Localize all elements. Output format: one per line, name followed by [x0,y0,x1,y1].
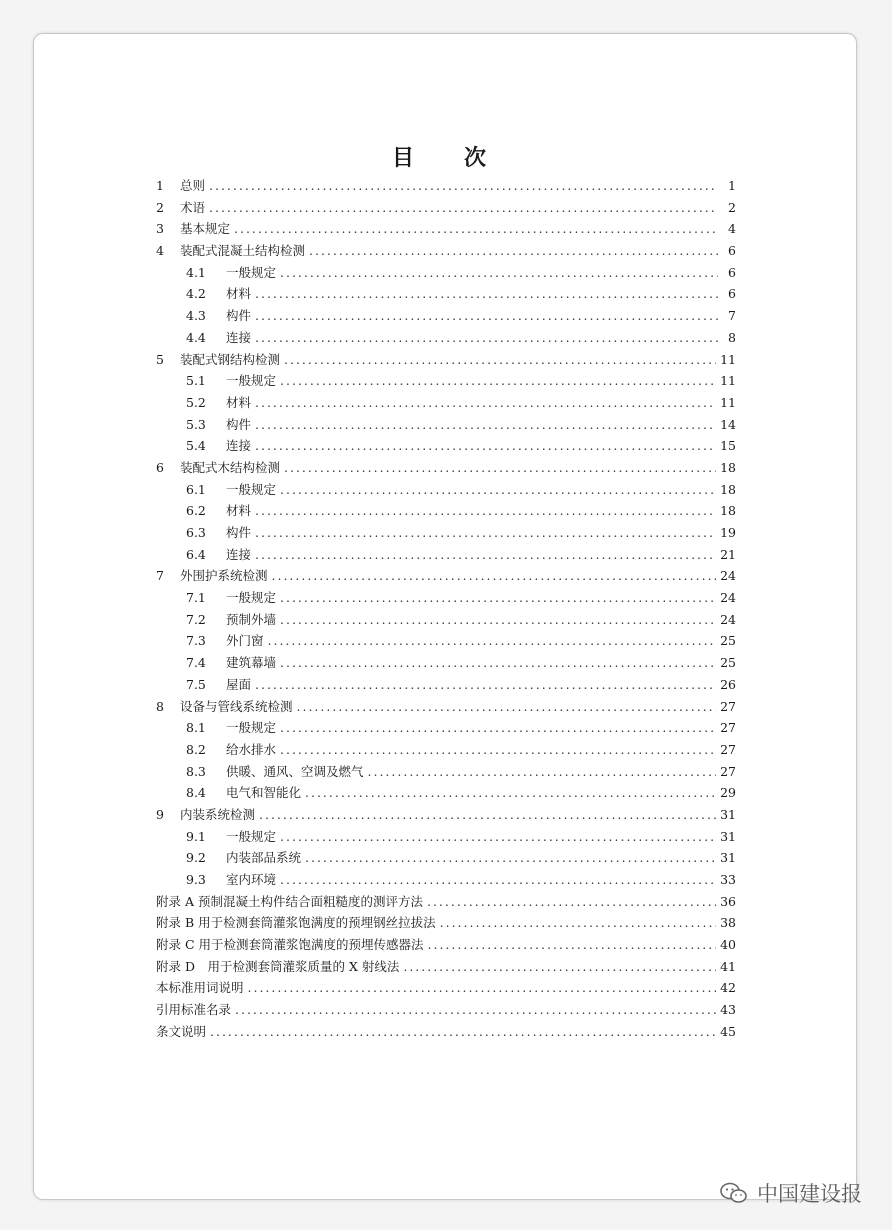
dot-leader [255,392,716,414]
toc-entry[interactable] [156,609,736,631]
dot-leader [280,262,718,284]
toc-entry-label: 外围护系统检测 [180,568,268,584]
toc-entry-label: 一般规定 [226,828,277,844]
toc-entry-number: 9.2 [186,850,206,866]
dot-leader [255,435,716,457]
toc-entry-page: 11 [720,373,736,389]
toc-entry-number: 5 [156,351,164,367]
dot-leader [280,587,716,609]
toc-entry-label: 基本规定 [180,221,231,237]
dot-leader [280,370,716,392]
toc-entry-page: 14 [720,416,736,432]
toc-title: 目 次 [391,145,500,171]
toc-entry-number: 5.2 [186,394,206,410]
dot-leader [280,739,716,761]
toc-entry[interactable] [156,956,736,978]
toc-entry[interactable] [156,370,736,392]
toc-entry-page: 8 [728,329,736,345]
toc-entry-label: 供暖、通风、空调及燃气 [226,763,364,779]
toc-entry[interactable] [156,630,736,652]
toc-entry-label: 材料 [226,286,252,302]
toc-entry-label: 构件 [226,525,252,540]
toc-entry-number: 6.1 [186,481,206,497]
toc-entry-number: 4.1 [186,264,206,280]
toc-entry-page: 27 [720,720,736,736]
dot-leader [280,717,716,739]
toc-entry-page: 38 [720,915,736,931]
toc-entry[interactable] [156,847,736,869]
toc-entry[interactable] [156,1021,736,1043]
toc-entry-page: 11 [720,394,736,410]
toc-entry-number: 7.2 [186,611,206,627]
dot-leader [255,283,718,305]
toc-entry-number: 8 [156,698,164,714]
toc-entry[interactable] [156,327,736,349]
toc-entry-number: 8.1 [186,720,206,736]
toc-entry[interactable] [156,565,736,587]
toc-entry-number: 4.4 [186,329,206,345]
dot-leader [280,869,716,891]
toc-entry-label: 预制外墙 [226,611,277,627]
dot-leader [428,934,717,956]
toc-entry-page: 2 [728,199,736,215]
toc-entry-number: 8.3 [186,763,206,779]
toc-entry-label: 条文说明 [156,1023,207,1039]
toc-entry-page: 6 [728,243,736,259]
dot-leader [305,782,716,804]
toc-entry[interactable] [156,782,736,804]
toc-entry-page: 18 [720,503,736,519]
toc-entry-page: 24 [720,568,736,584]
watermark [719,1178,862,1208]
toc-entry-label: 装配式钢结构检测 [180,351,281,367]
toc-entry-page: 31 [720,850,736,866]
toc-entry[interactable] [156,522,736,544]
toc-entry[interactable] [156,977,736,999]
toc-entry-number: 8.2 [186,741,206,757]
dot-leader [284,349,716,371]
dot-leader [280,826,716,848]
toc-entry-page: 27 [720,741,736,757]
toc-entry-page: 45 [720,1023,736,1039]
toc-entry-page: 1 [728,178,736,193]
toc-entry-number: 8.4 [186,785,206,801]
dot-leader [280,652,716,674]
toc-entry-number: 9.1 [186,828,206,844]
toc-entry-page: 19 [720,525,736,540]
dot-leader [255,414,716,436]
dot-leader [309,240,718,262]
toc-entry-page: 18 [720,459,736,475]
toc-entry-page: 6 [728,286,736,302]
toc-entry-page: 26 [720,676,736,692]
toc-entry-label: 一般规定 [226,373,277,389]
dot-leader [255,327,718,349]
toc-entry[interactable] [156,500,736,522]
toc-entry-page: 24 [720,590,736,606]
toc-entry-number: 4.3 [186,308,206,324]
toc-entry-number: 5.4 [186,438,206,454]
toc-entry-label: 本标准用词说明 [156,980,244,996]
toc-entry-label: 附录 B 用于检测套筒灌浆饱满度的预埋钢丝拉拔法 [156,915,436,931]
toc-entry-number: 6.3 [186,525,206,540]
toc-entry[interactable] [156,435,736,457]
toc-entry[interactable] [156,175,736,197]
dot-leader [248,977,717,999]
toc-entry[interactable] [156,414,736,436]
toc-entry[interactable] [156,197,736,219]
dot-leader [297,696,717,718]
toc-entry-number: 5.3 [186,416,206,432]
toc-entry-number: 2 [156,199,164,215]
toc-entry[interactable] [156,934,736,956]
toc-entry-label: 设备与管线系统检测 [180,698,293,714]
toc-entry-page: 25 [720,655,736,671]
toc-entry-label: 构件 [226,308,252,324]
toc-entry[interactable] [156,804,736,826]
dot-leader [255,674,716,696]
toc-entry[interactable] [156,652,736,674]
toc-entry-label: 材料 [226,503,252,519]
toc-entry-page: 6 [728,264,736,280]
toc-entry[interactable] [156,218,736,240]
toc-entry[interactable] [156,283,736,305]
toc-entry-page: 42 [720,980,736,996]
dot-leader [255,522,716,544]
dot-leader [255,500,716,522]
dot-leader [284,457,716,479]
dot-leader [259,804,716,826]
toc-entry-number: 9.3 [186,872,206,887]
toc-entry-label: 内装系统检测 [180,806,256,822]
toc-entry-label: 连接 [226,546,252,562]
toc-entry[interactable] [156,696,736,718]
toc-entry[interactable] [156,826,736,848]
toc-entry-page: 31 [720,828,736,844]
toc-entry-label: 引用标准名录 [156,1002,232,1018]
dot-leader [235,999,716,1021]
toc-entry-number: 4.2 [186,286,206,302]
toc-entry[interactable] [156,761,736,783]
toc-entry-label: 一般规定 [226,590,277,606]
toc-entry-number: 6.4 [186,546,206,562]
dot-leader [403,956,716,978]
toc-entry[interactable] [156,717,736,739]
toc-entry[interactable] [156,869,736,891]
toc-entry-label: 材料 [226,394,252,410]
toc-entry-page: 18 [720,481,736,497]
dot-leader [234,218,718,240]
toc-entry-label: 一般规定 [226,264,277,280]
toc-entry[interactable] [156,544,736,566]
toc-entry-number: 7.4 [186,655,206,671]
toc-entry-number: 6.2 [186,503,206,519]
toc-entry-label: 构件 [226,416,252,432]
toc-entry[interactable] [156,457,736,479]
toc-entry-page: 31 [720,806,736,822]
toc-entry-page: 33 [720,872,736,887]
toc-entry-label: 连接 [226,329,252,345]
toc-entry-page: 43 [720,1002,736,1018]
toc-entry-label: 外门窗 [226,633,264,649]
toc-entry[interactable] [156,674,736,696]
toc-entry-number: 3 [156,221,164,237]
dot-leader [272,565,717,587]
toc-entry[interactable] [156,587,736,609]
toc-entry-label: 附录 D 用于检测套筒灌浆质量的 X 射线法 [156,958,400,974]
toc-entry-page: 41 [720,958,736,974]
toc-entry[interactable] [156,392,736,414]
toc-entry-label: 附录 C 用于检测套筒灌浆饱满度的预埋传感器法 [156,937,424,953]
toc-entry-page: 24 [720,611,736,627]
wechat-icon [719,1181,749,1205]
toc-entry[interactable] [156,349,736,371]
toc-entry-page: 25 [720,633,736,649]
toc-entry[interactable] [156,891,736,913]
dot-leader [305,847,716,869]
toc-entry-label: 内装部品系统 [226,850,302,866]
toc-entry-number: 7.5 [186,676,206,692]
table-of-contents [156,175,736,1043]
toc-entry-label: 室内环境 [226,872,277,887]
toc-entry-label: 总则 [180,178,206,193]
toc-entry-number: 7 [156,568,164,584]
dot-leader [280,609,716,631]
toc-entry-label: 术语 [180,199,206,215]
toc-entry[interactable] [156,240,736,262]
toc-entry-number: 4 [156,243,164,259]
toc-entry-label: 附录 A 预制混凝土构件结合面粗糙度的测评方法 [156,893,423,909]
toc-entry-label: 一般规定 [226,481,277,497]
toc-entry[interactable] [156,739,736,761]
dot-leader [268,630,717,652]
toc-entry[interactable] [156,999,736,1021]
toc-entry-label: 装配式木结构检测 [180,459,281,475]
toc-entry-label: 建筑幕墙 [226,655,277,671]
toc-entry-number: 1 [156,178,164,193]
toc-entry-page: 27 [720,763,736,779]
dot-leader [209,197,718,219]
toc-entry-label: 给水排水 [226,741,277,757]
toc-entry[interactable] [156,305,736,327]
toc-entry-number: 6 [156,459,164,475]
toc-entry-page: 4 [728,221,736,237]
dot-leader [368,761,717,783]
toc-entry-page: 15 [720,438,736,454]
dot-leader [209,175,718,197]
toc-entry[interactable] [156,912,736,934]
toc-entry-label: 电气和智能化 [226,785,302,801]
toc-entry[interactable] [156,479,736,501]
dot-leader [440,912,716,934]
toc-entry-page: 27 [720,698,736,714]
toc-entry-page: 11 [720,351,736,367]
toc-entry-page: 29 [720,785,736,801]
dot-leader [427,891,716,913]
toc-entry[interactable] [156,262,736,284]
toc-entry-number: 7.3 [186,633,206,649]
watermark-text: 中国建设报 [757,1182,862,1206]
toc-entry-page: 36 [720,893,736,909]
toc-entry-page: 40 [720,937,736,953]
toc-entry-number: 9 [156,806,164,822]
toc-entry-label: 装配式混凝土结构检测 [180,243,306,259]
toc-entry-label: 屋面 [226,676,252,692]
toc-entry-label: 一般规定 [226,720,277,736]
dot-leader [210,1021,716,1043]
toc-entry-page: 7 [728,308,736,324]
dot-leader [255,544,716,566]
toc-entry-number: 7.1 [186,590,206,606]
dot-leader [280,479,716,501]
dot-leader [255,305,718,327]
toc-entry-page: 21 [720,546,736,562]
toc-entry-number: 5.1 [186,373,206,389]
toc-entry-label: 连接 [226,438,252,454]
